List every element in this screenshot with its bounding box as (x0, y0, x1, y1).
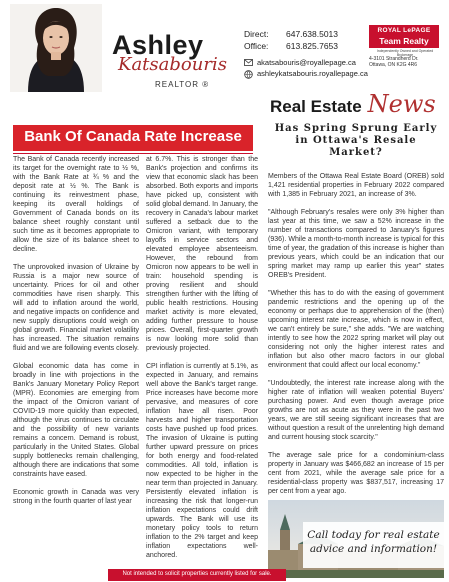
footer-banner (108, 569, 286, 581)
call-to-action-line1: Call today for real estate (307, 529, 440, 541)
article-title: Has Spring Sprung Early in Ottawa's Resale Market? (274, 123, 438, 158)
article-banner (13, 125, 253, 151)
brokerage-address-line2: Ottawa, ON K2G 4R6 (369, 62, 418, 68)
email-address[interactable]: akatsabouris@royallepage.ca (257, 58, 356, 67)
direct-label: Direct: (244, 29, 269, 39)
office-label: Office: (244, 41, 269, 51)
agent-designation: REALTOR ® (155, 80, 210, 89)
article-paragraph: Members of the Ottawa Real Estate Board (OREB) sold 1,421 residential properties in February 2022 compared with 1,385 in February 2021, an increase of 3%. (268, 173, 444, 198)
agent-first-name: Ashley (112, 30, 204, 60)
footer-disclaimer: Not intended to solicit properties currently listed for sale. (122, 571, 272, 577)
globe-icon (244, 70, 253, 77)
brokerage-tagline: Independently Owned and Operated Brokerage (376, 49, 434, 57)
brokerage-logo (369, 25, 439, 48)
article-paragraph: at 6.7%. This is stronger than the Bank's projection and confirms its view that economic slack has been absorbed. Both exports and imports have picked up, consistent with solid global demand. In January, the recovery in Canada's labour market suffered a setback due to the Omicron variant, with temporary layoffs in service sectors and elevated employee absenteeism. However, the rebound from Omicron now appears to be well in train: household spending is proving resilient and should strengthen further with the lifting of public health restrictions. Housing market activity is more elevated, adding further pressure to house prices. Overall, first-quarter growth is now looking more solid than previously projected. (146, 156, 258, 352)
article-paragraph: "Although February's resales were only 3% higher than last year at this time, we saw a 52% increase in the number of transactions compared to January's figures (936). While a month-to-month increase is typical for this time of year, the gradation of this increase is higher than previous years, which could be an indication that our spring market may ramp up earlier this year" states OREB's President. (268, 209, 444, 279)
article-column-1 (13, 155, 139, 515)
office-phone[interactable]: 613.825.7653 (286, 41, 338, 51)
website-url[interactable]: ashleykatsabouris.royallepage.ca (257, 69, 368, 78)
email-row[interactable] (244, 58, 356, 67)
article-paragraph: CPI inflation is currently at 5.1%, as expected in January, and remains well above the Bank's target range. Price increases have become more pervasive, and measures of core inflation have all risen. Poor harvests and higher transportation costs have pushed up food prices. The invasion of Ukraine is putting further upward pressure on prices for both energy and food-related commodities. All told, inflation is now expected to be higher in the near term than projected in January. Persistently elevated inflation is increasing the risk that longer-run inflation expectations could drift upwards. The Bank will use its monetary policy tools to return inflation to the 2% target and keep inflation expectations well-anchored. (146, 363, 258, 559)
call-to-action-text (303, 528, 444, 556)
article-title: Bank Of Canada Rate Increase (24, 128, 242, 145)
envelope-icon (244, 59, 253, 66)
logo-brand: ROYAL LePAGE (377, 27, 431, 34)
call-to-action-line2: advice and information! (309, 543, 438, 555)
divider (13, 153, 253, 154)
article-paragraph: "Undoubtedly, the interest rate increase along with the higher rate of inflation will weaken potential Buyers' purchasing power. And even though average price growths are not as acute as they were in the past two years, we are still seeing significant increases that are without question a result of the unrelenting high demand and current housing stock scarcity." (268, 380, 444, 441)
newsletter-title-main: Real Estate (270, 97, 362, 116)
agent-photo (10, 4, 102, 92)
logo-team: Team Realty (379, 36, 429, 46)
website-row[interactable] (244, 69, 368, 78)
brokerage-address-line1: 4-3101 Strandherd Dr. (369, 56, 419, 62)
article-paragraph: Global economic data has come in broadly in line with projections in the Bank's January Monetary Policy Report (MPR). Economies are emerging from the impact of the Omicron variant of COVID-19 more quickly than expected, although the virus continues to circulate and the possibility of new variants remains a concern. Demand is robust, particularly in the United States. Global supply bottlenecks remain challenging, although there are indications that some constraints have eased. (13, 363, 139, 478)
article-paragraph: "Whether this has to do with the easing of government pandemic restrictions and the opening up of the economy or perhaps due to apprehension of the (then) upcoming interest rate increase, which is now in effect, we can't entirely be sure," she adds. "We are watching intently to see how the 2022 spring market will play out considering not only the higher interest rates and inflation but also other macro factors in our global environment that could affect our local economy." (268, 290, 444, 369)
newsletter-title (270, 90, 446, 118)
article-paragraph: The average sale price for a condominium-class property in January was $466,682 an increase of 15 per cent from 2021, while the average sale price for a residential-class property was $837,517, increasing 17 per cent from a year ago. (268, 452, 444, 495)
article-paragraph: The unprovoked invasion of Ukraine by Russia is a major new source of uncertainty. Prices for oil and other commodities have risen sharply. This will add to inflation around the world, and negative impacts on confidence and new supply disruptions could weigh on global growth. Financial market volatility has increased. The situation remains fluid and we are following events closely. (13, 264, 139, 352)
agent-last-name: Katsabouris (118, 54, 227, 75)
newsletter-title-script: News (367, 90, 436, 118)
direct-phone[interactable]: 647.638.5013 (286, 29, 338, 39)
article-column-2 (146, 155, 258, 569)
call-to-action (303, 522, 444, 568)
article-paragraph: Economic growth in Canada was very strong in the fourth quarter of last year (13, 489, 139, 505)
article-column-3 (268, 172, 444, 505)
article-paragraph: The Bank of Canada recently increased its target for the overnight rate to ½ %, with the Bank Rate at ¾ % and the deposit rate at ½ %. The Bank is continuing its reinvestment phase, keeping its overall holdings of Government of Canada bonds on its balance sheet roughly constant until such time as it becomes appropriate to allow the size of its balance sheet to decline. (13, 156, 139, 253)
